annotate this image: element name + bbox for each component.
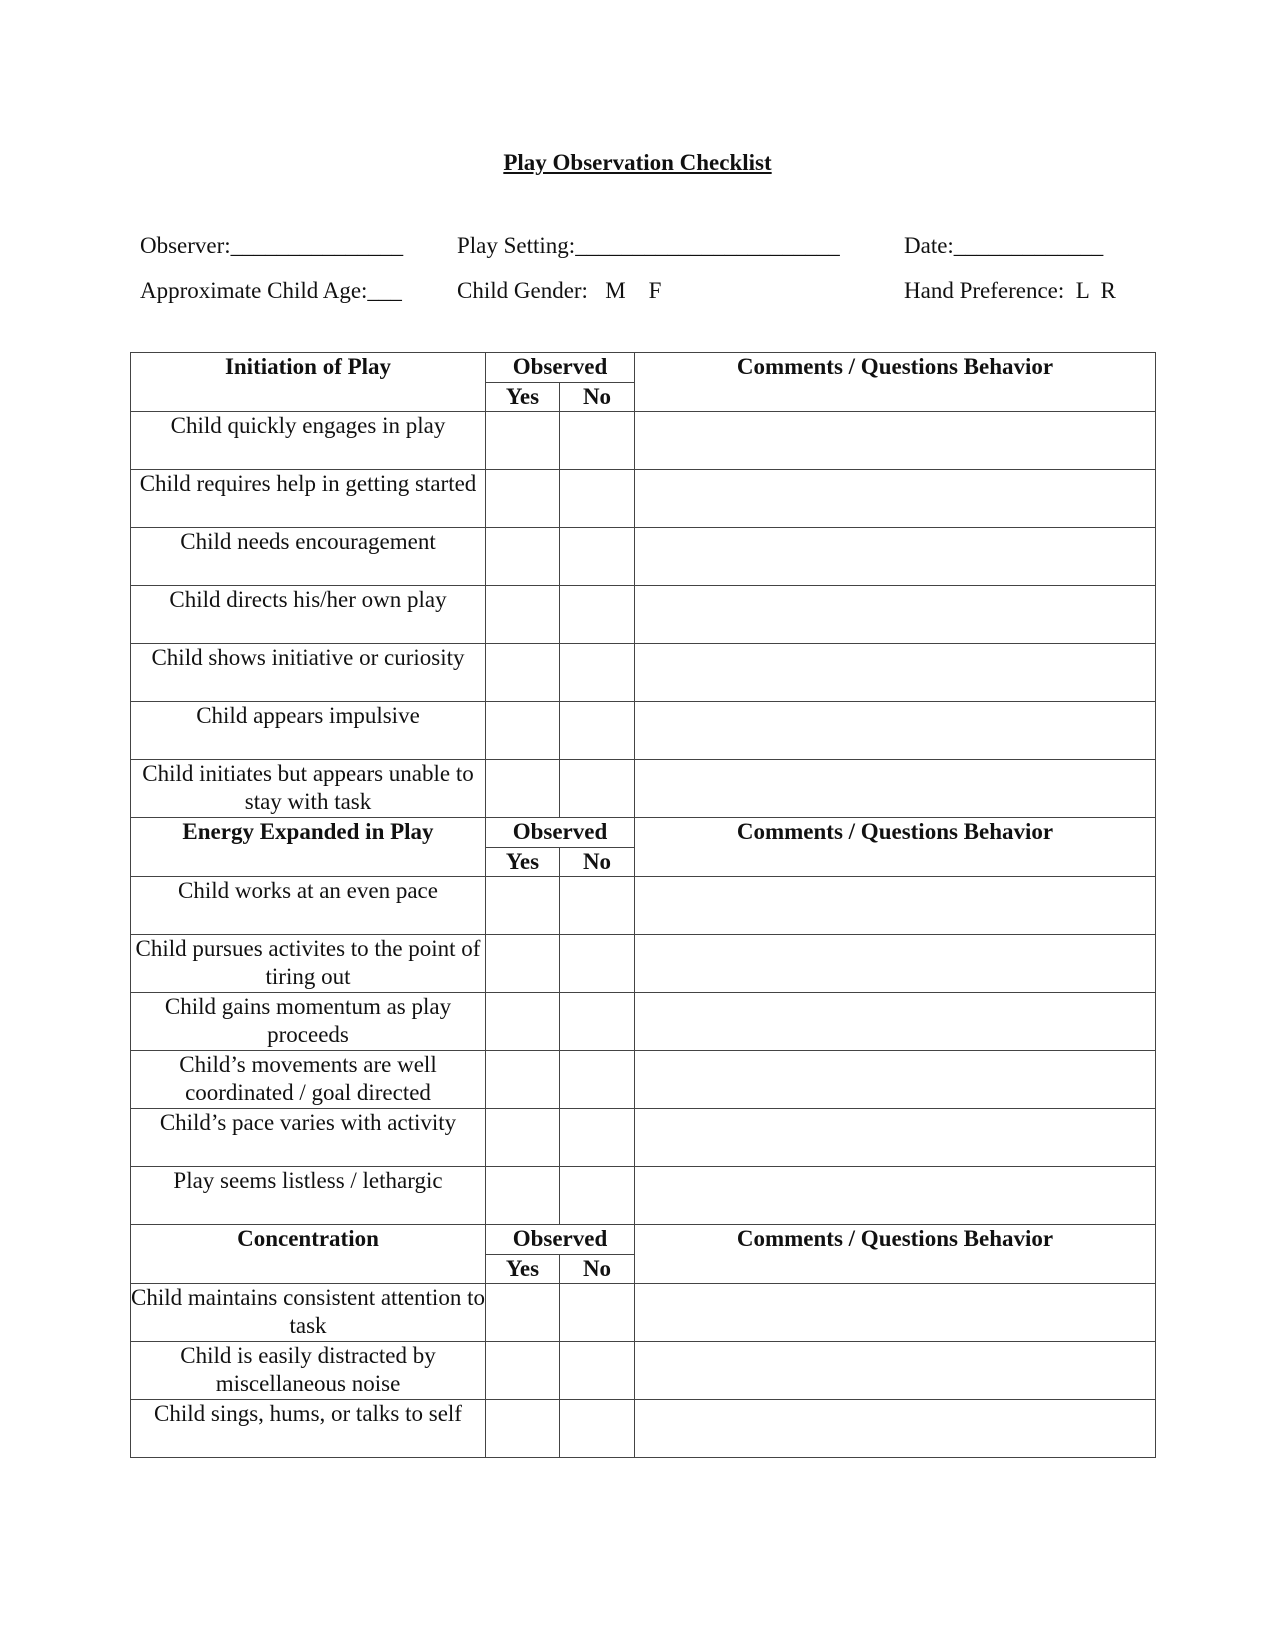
yes-cell[interactable] xyxy=(486,644,560,702)
yes-header: Yes xyxy=(486,848,560,877)
yes-cell[interactable] xyxy=(486,1109,560,1167)
comments-header: Comments / Questions Behavior xyxy=(635,818,1156,877)
no-cell[interactable] xyxy=(560,877,635,935)
yes-cell[interactable] xyxy=(486,1167,560,1225)
section-heading: Concentration xyxy=(131,1225,486,1284)
no-header: No xyxy=(560,383,635,412)
table-row xyxy=(131,1167,1156,1225)
observer-field[interactable]: Observer:_______________ xyxy=(140,233,404,258)
table-row xyxy=(131,993,1156,1051)
comments-cell[interactable] xyxy=(635,1342,1156,1400)
table-row xyxy=(131,1342,1156,1400)
yes-cell[interactable] xyxy=(486,528,560,586)
child-age-field[interactable]: Approximate Child Age:___ xyxy=(140,278,402,303)
behavior-label: Child sings, hums, or talks to self xyxy=(131,1400,486,1458)
no-cell[interactable] xyxy=(560,702,635,760)
no-cell[interactable] xyxy=(560,412,635,470)
no-cell[interactable] xyxy=(560,993,635,1051)
table-row xyxy=(131,1051,1156,1109)
yes-cell[interactable] xyxy=(486,760,560,818)
play-setting-field[interactable]: Play Setting:_______________________ xyxy=(457,233,840,258)
comments-cell[interactable] xyxy=(635,528,1156,586)
behavior-label: Child pursues activites to the point of tiring out xyxy=(131,935,486,993)
comments-cell[interactable] xyxy=(635,1167,1156,1225)
yes-cell[interactable] xyxy=(486,702,560,760)
yes-cell[interactable] xyxy=(486,993,560,1051)
checklist-table xyxy=(130,352,1156,1458)
table-row xyxy=(131,877,1156,935)
comments-cell[interactable] xyxy=(635,877,1156,935)
comments-cell[interactable] xyxy=(635,702,1156,760)
comments-cell[interactable] xyxy=(635,586,1156,644)
table-row xyxy=(131,528,1156,586)
no-cell[interactable] xyxy=(560,1167,635,1225)
comments-cell[interactable] xyxy=(635,1051,1156,1109)
no-cell[interactable] xyxy=(560,470,635,528)
comments-cell[interactable] xyxy=(635,935,1156,993)
no-cell[interactable] xyxy=(560,1284,635,1342)
no-cell[interactable] xyxy=(560,644,635,702)
yes-cell[interactable] xyxy=(486,1284,560,1342)
observed-header: Observed xyxy=(486,353,635,383)
section-header-row xyxy=(131,818,1156,848)
behavior-label: Child maintains consistent attention to task xyxy=(131,1284,486,1342)
page-title: Play Observation Checklist xyxy=(503,150,772,175)
comments-cell[interactable] xyxy=(635,993,1156,1051)
behavior-label: Child works at an even pace xyxy=(131,877,486,935)
table-row xyxy=(131,586,1156,644)
no-cell[interactable] xyxy=(560,1109,635,1167)
checklist-body xyxy=(131,353,1156,1458)
observed-header: Observed xyxy=(486,1225,635,1255)
child-gender-field[interactable]: Child Gender: M F xyxy=(457,278,662,303)
yes-header: Yes xyxy=(486,1255,560,1284)
section-header-row xyxy=(131,353,1156,383)
comments-cell[interactable] xyxy=(635,1284,1156,1342)
date-field[interactable]: Date:_____________ xyxy=(904,233,1104,258)
table-row xyxy=(131,760,1156,818)
behavior-label: Child needs encouragement xyxy=(131,528,486,586)
comments-cell[interactable] xyxy=(635,1109,1156,1167)
yes-cell[interactable] xyxy=(486,935,560,993)
no-cell[interactable] xyxy=(560,760,635,818)
yes-cell[interactable] xyxy=(486,1400,560,1458)
no-header: No xyxy=(560,848,635,877)
yes-cell[interactable] xyxy=(486,877,560,935)
yes-cell[interactable] xyxy=(486,412,560,470)
no-cell[interactable] xyxy=(560,1342,635,1400)
table-row xyxy=(131,644,1156,702)
behavior-label: Child shows initiative or curiosity xyxy=(131,644,486,702)
behavior-label: Child’s movements are well coordinated / goal directed xyxy=(131,1051,486,1109)
no-cell[interactable] xyxy=(560,528,635,586)
section-heading: Energy Expanded in Play xyxy=(131,818,486,877)
table-row xyxy=(131,935,1156,993)
yes-cell[interactable] xyxy=(486,1342,560,1400)
section-heading: Initiation of Play xyxy=(131,353,486,412)
behavior-label: Play seems listless / lethargic xyxy=(131,1167,486,1225)
behavior-label: Child’s pace varies with activity xyxy=(131,1109,486,1167)
table-row xyxy=(131,412,1156,470)
no-cell[interactable] xyxy=(560,935,635,993)
behavior-label: Child initiates but appears unable to stay with task xyxy=(131,760,486,818)
table-row xyxy=(131,470,1156,528)
comments-cell[interactable] xyxy=(635,760,1156,818)
yes-cell[interactable] xyxy=(486,1051,560,1109)
comments-cell[interactable] xyxy=(635,1400,1156,1458)
yes-cell[interactable] xyxy=(486,586,560,644)
observed-header: Observed xyxy=(486,818,635,848)
behavior-label: Child quickly engages in play xyxy=(131,412,486,470)
behavior-label: Child gains momentum as play proceeds xyxy=(131,993,486,1051)
no-header: No xyxy=(560,1255,635,1284)
table-row xyxy=(131,1109,1156,1167)
behavior-label: Child is easily distracted by miscellaneous noise xyxy=(131,1342,486,1400)
hand-preference-field[interactable]: Hand Preference: L R xyxy=(904,278,1116,303)
no-cell[interactable] xyxy=(560,1051,635,1109)
comments-header: Comments / Questions Behavior xyxy=(635,1225,1156,1284)
comments-cell[interactable] xyxy=(635,644,1156,702)
comments-cell[interactable] xyxy=(635,470,1156,528)
table-row xyxy=(131,702,1156,760)
yes-cell[interactable] xyxy=(486,470,560,528)
table-row xyxy=(131,1400,1156,1458)
table-row xyxy=(131,1284,1156,1342)
behavior-label: Child directs his/her own play xyxy=(131,586,486,644)
behavior-label: Child requires help in getting started xyxy=(131,470,486,528)
section-header-row xyxy=(131,1225,1156,1255)
comments-cell[interactable] xyxy=(635,412,1156,470)
comments-header: Comments / Questions Behavior xyxy=(635,353,1156,412)
yes-header: Yes xyxy=(486,383,560,412)
no-cell[interactable] xyxy=(560,586,635,644)
no-cell[interactable] xyxy=(560,1400,635,1458)
behavior-label: Child appears impulsive xyxy=(131,702,486,760)
